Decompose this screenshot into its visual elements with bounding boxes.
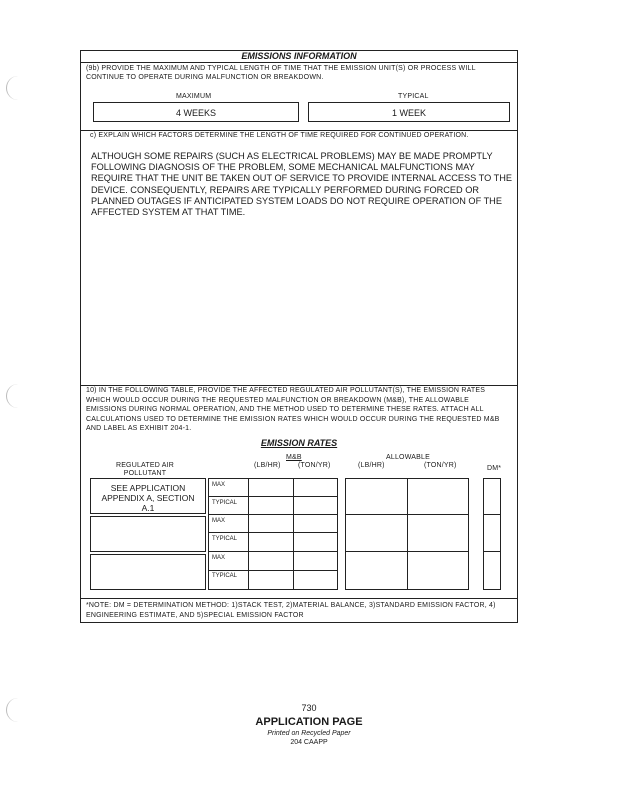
dm-column	[483, 478, 501, 590]
grid-line	[483, 514, 501, 515]
grid-line	[208, 532, 338, 533]
mb-lbhr-header: (LB/HR)	[254, 462, 281, 469]
form-title: EMISSIONS INFORMATION	[241, 51, 357, 61]
divider	[80, 62, 518, 63]
pollutant-cell-3[interactable]	[90, 554, 206, 590]
maximum-label: MAXIMUM	[176, 93, 212, 100]
question-10-text: 10) IN THE FOLLOWING TABLE, PROVIDE THE AFFECTED REGULATED AIR POLLUTANT(S), THE EMISSION RATES WHICH WOULD OCCUR DURING THE REQUESTED MALFUNCTION OR BREAKDOWN (M&B), THE ALLOWABLE EMISSIONS DURING NORMAL OPERATION, AND THE METHOD USED TO DETERMINE THESE RATES. ATTACH ALL CALCULATIONS USED TO DETERMINE THE EMISSION RATES WHICH WOULD OCCUR DURING THE REQUESTED M&B AND LABEL AS EXHIBIT 204-1.	[86, 387, 500, 432]
grid-line	[483, 551, 501, 552]
typical-field[interactable]	[308, 102, 510, 122]
divider	[80, 598, 518, 599]
mb-tonyr-header: (TON/YR)	[298, 462, 331, 469]
grid-line	[345, 551, 469, 552]
typical-label: TYPICAL	[398, 93, 429, 100]
application-page-title: APPLICATION PAGE	[255, 716, 363, 728]
grid-line	[208, 570, 338, 571]
question-9b-text: (9b) PROVIDE THE MAXIMUM AND TYPICAL LENGTH OF TIME THAT THE EMISSION UNIT(S) OR PROCESS WILL CONTINUE TO OPERATE DURING MALFUNCTION OR BREAKDOWN.	[86, 65, 476, 81]
form-code: 204 CAAPP	[290, 739, 328, 746]
pollutant-entry: SEE APPLICATION APPENDIX A, SECTION A.1	[101, 483, 195, 513]
allowable-lbhr-header: (LB/HR)	[358, 462, 385, 469]
grid-line	[407, 478, 408, 590]
page-number: 730	[301, 703, 317, 713]
row-label-typical: TYPICAL	[212, 536, 238, 542]
row-label-max: MAX	[212, 482, 226, 488]
pollutant-header: REGULATED AIR POLLUTANT	[115, 462, 175, 477]
maximum-field[interactable]	[93, 102, 299, 122]
dm-header: DM*	[487, 465, 502, 472]
divider	[80, 130, 518, 131]
allowable-tonyr-header: (TON/YR)	[424, 462, 457, 469]
grid-line	[208, 514, 338, 515]
grid-line	[293, 478, 294, 590]
pollutant-cell-1[interactable]	[90, 478, 206, 514]
grid-line	[248, 478, 249, 590]
row-label-typical: TYPICAL	[212, 500, 238, 506]
binder-hole	[6, 384, 21, 408]
question-c-text: c) EXPLAIN WHICH FACTORS DETERMINE THE LENGTH OF TIME REQUIRED FOR CONTINUED OPERATION.	[90, 132, 469, 139]
typical-value: 1 WEEK	[391, 108, 426, 118]
grid-line	[208, 551, 338, 552]
question-c-answer[interactable]: ALTHOUGH SOME REPAIRS (SUCH AS ELECTRICAL PROBLEMS) MAY BE MADE PROMPTLY FOLLOWING DIAGNOSIS OF THE PROBLEM, SOME MECHANICAL MALFUNCTIONS MAY REQUIRE THAT THE UNIT BE TAKEN OUT OF SERVICE TO PROVIDE INTERNAL ACCESS TO THE DEVICE. CONSEQUENTLY, REPAIRS ARE TYPICALLY PERFORMED DURING FORCED OR PLANNED OUTAGES IF ANTICIPATED SYSTEM LOADS DO NOT REQUIRE OPERATION OF THE AFFECTED SYSTEM AT THAT TIME.	[91, 151, 513, 218]
pollutant-cell-2[interactable]	[90, 516, 206, 552]
recycled-paper-note: Printed on Recycled Paper	[267, 730, 351, 737]
row-label-typical: TYPICAL	[212, 573, 238, 579]
row-label-max: MAX	[212, 555, 226, 561]
mb-header: M&B	[286, 454, 302, 461]
divider	[80, 622, 518, 623]
grid-line	[345, 514, 469, 515]
allowable-header: ALLOWABLE	[386, 454, 430, 461]
binder-hole	[6, 76, 21, 100]
grid-line	[208, 496, 338, 497]
emission-rates-title: EMISSION RATES	[260, 438, 338, 448]
determination-method-note: *NOTE: DM = DETERMINATION METHOD: 1)STACK TEST, 2)MATERIAL BALANCE, 3)STANDARD EMISSION FACTOR, 4) ENGINEERING ESTIMATE, AND 5)SPECIAL EMISSION FACTOR	[86, 602, 496, 619]
row-label-max: MAX	[212, 518, 226, 524]
maximum-value: 4 WEEKS	[175, 108, 216, 118]
